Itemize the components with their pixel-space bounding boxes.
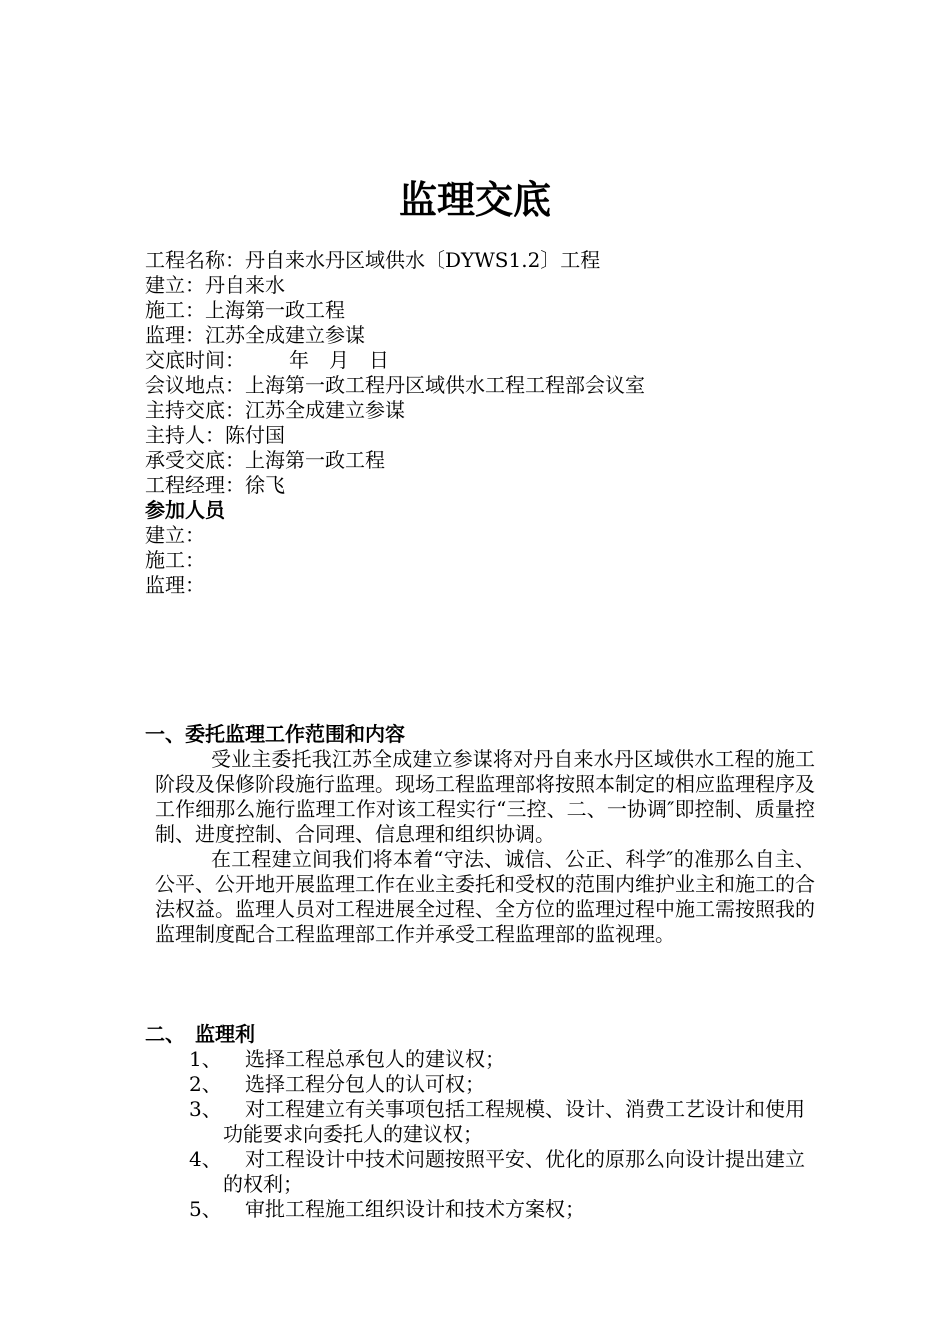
- participants-builder-line: 建立：: [145, 523, 205, 547]
- supervision-line: 监理：江苏全成建立参谋: [145, 323, 365, 347]
- project-name-line: 工程名称：丹自来水丹区域供水〔DYWS1.2〕工程: [145, 248, 601, 272]
- section-rights-heading: 二、 监理利: [145, 1022, 255, 1046]
- participants-construction-line: 施工：: [145, 548, 205, 572]
- meeting-info-list: [145, 248, 825, 598]
- participants-heading: 参加人员: [145, 498, 225, 522]
- handover-time-year: 年: [289, 348, 309, 372]
- project-manager-line: 工程经理：徐飞: [145, 473, 285, 497]
- section-scope-paragraph-1: 受业主委托我江苏全成建立参谋将对丹自来水丹区域供水工程的施工阶段及保修阶段施行监理。现场工程监理部将按照本制定的相应监理程序及工作细那么施行监理工作对该工程实行“三控、二、一协调″即控制、质量控制、进度控制、合同理、信息理和组织协调。: [155, 747, 815, 846]
- rights-item-number: 3、: [189, 1097, 222, 1121]
- host-org-line: 主持交底：江苏全成建立参谋: [145, 398, 405, 422]
- rights-item-text: 对工程建立有关事项包括工程规模、设计、消费工艺设计和使用功能要求向委托人的建议权；: [223, 1097, 805, 1146]
- meeting-location-line: 会议地点：上海第一政工程丹区域供水工程工程部会议室: [145, 373, 645, 397]
- rights-item: [145, 1097, 815, 1147]
- section-scope-heading: 一、委托监理工作范围和内容: [145, 722, 405, 746]
- handover-time-line: [145, 348, 825, 373]
- host-person-line: 主持人：陈付国: [145, 423, 285, 447]
- rights-item-text: 选择工程总承包人的建议权；: [245, 1047, 505, 1071]
- section-rights: [145, 1022, 815, 1222]
- section-scope: [145, 722, 815, 947]
- handover-time-label: 交底时间：: [145, 348, 245, 372]
- rights-item-number: 1、: [189, 1047, 222, 1071]
- rights-item-text: 审批工程施工组织设计和技术方案权；: [245, 1197, 585, 1221]
- section-scope-paragraph-2: 在工程建立间我们将本着“守法、诚信、公正、科学″的准那么自主、公平、公开地开展监理工作在业主委托和受权的范围内维护业主和施工的合法权益。监理人员对工程进展全过程、全方位的监理过程中施工需按照我的监理制度配合工程监理部工作并承受工程监理部的监视理。: [155, 847, 815, 946]
- rights-item-number: 5、: [189, 1197, 222, 1221]
- rights-item: [145, 1147, 815, 1197]
- receiver-line: 承受交底：上海第一政工程: [145, 448, 385, 472]
- rights-item: [145, 1197, 815, 1222]
- rights-list: [145, 1047, 815, 1222]
- rights-item-number: 4、: [189, 1147, 222, 1171]
- rights-item-text: 选择工程分包人的认可权；: [245, 1072, 485, 1096]
- participants-supervision-line: 监理：: [145, 573, 205, 597]
- construction-line: 施工：上海第一政工程: [145, 298, 345, 322]
- handover-time-day: 日: [369, 348, 389, 372]
- rights-item: [145, 1047, 815, 1072]
- handover-time-month: 月: [329, 348, 349, 372]
- rights-item-number: 2、: [189, 1072, 222, 1096]
- rights-item: [145, 1072, 815, 1097]
- builder-line: 建立：丹自来水: [145, 273, 285, 297]
- document-title: 监理交底: [398, 178, 551, 222]
- rights-item-text: 对工程设计中技术问题按照平安、优化的原那么向设计提出建立的权利；: [223, 1147, 805, 1196]
